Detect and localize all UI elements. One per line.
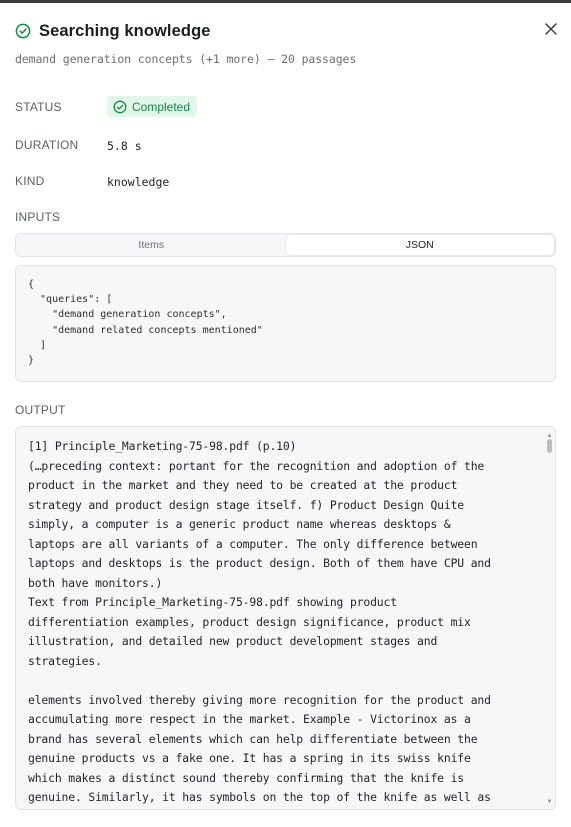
inputs-json-view: { "queries": [ "demand generation concepts", "demand related concepts mentioned" ] } — [15, 265, 556, 382]
title-row — [15, 19, 560, 43]
tab-json[interactable]: JSON — [286, 235, 555, 255]
kind-value: knowledge — [107, 175, 170, 189]
output-text: [1] Principle_Marketing-75-98.pdf (p.10) (…preceding context: portant for the recognition and adoption of the product in the market and they need to be created at the product strategy and product design stage itself. f) Product Design Quite simply, a computer is a generic product name whereas desktops & laptops are all variants of a computer. The only difference between laptops and desktops is the product design. Both of them have CPU and both have monitors.) Text from Principle_Marketing-75-98.pdf showing product differentiation examples, product design significance, product mix illustration, and detailed new product development stages and strategies. elements involved thereby giving more recognition for the product and accumulating more respect in the market. Example - Victorinox as a brand has several elements which can help differentiate between the genuine products vs a fake one. It has a spring in its swiss knife which makes a distinct sound thereby confirming that the knife is genuine. Similarly, it has symbols on the top of the knife as well as — [28, 439, 491, 804]
close-icon — [545, 23, 557, 35]
panel-header — [15, 19, 560, 66]
check-circle-icon — [15, 23, 31, 39]
duration-label: DURATION — [15, 138, 79, 152]
kind-label: KIND — [15, 174, 45, 188]
inputs-label: INPUTS — [15, 210, 61, 224]
output-panel[interactable] — [15, 426, 556, 810]
panel-title: Searching knowledge — [39, 21, 211, 40]
status-badge — [107, 96, 197, 117]
output-label: OUTPUT — [15, 403, 66, 417]
status-value: Completed — [132, 99, 191, 114]
panel-subtitle: demand generation concepts (+1 more) — 20 passages — [15, 52, 357, 66]
duration-value: 5.8 s — [107, 139, 142, 153]
status-label: STATUS — [15, 100, 62, 114]
output-scrollbar[interactable] — [545, 433, 553, 805]
scroll-up-icon[interactable]: ▲ — [546, 433, 553, 439]
scroll-thumb[interactable] — [547, 439, 552, 453]
close-button[interactable] — [542, 20, 560, 38]
top-border — [0, 0, 571, 3]
tab-items[interactable]: Items — [138, 239, 165, 251]
check-circle-icon — [113, 100, 127, 114]
scroll-down-icon[interactable]: ▼ — [546, 799, 553, 805]
inputs-view-tabs — [15, 233, 556, 257]
